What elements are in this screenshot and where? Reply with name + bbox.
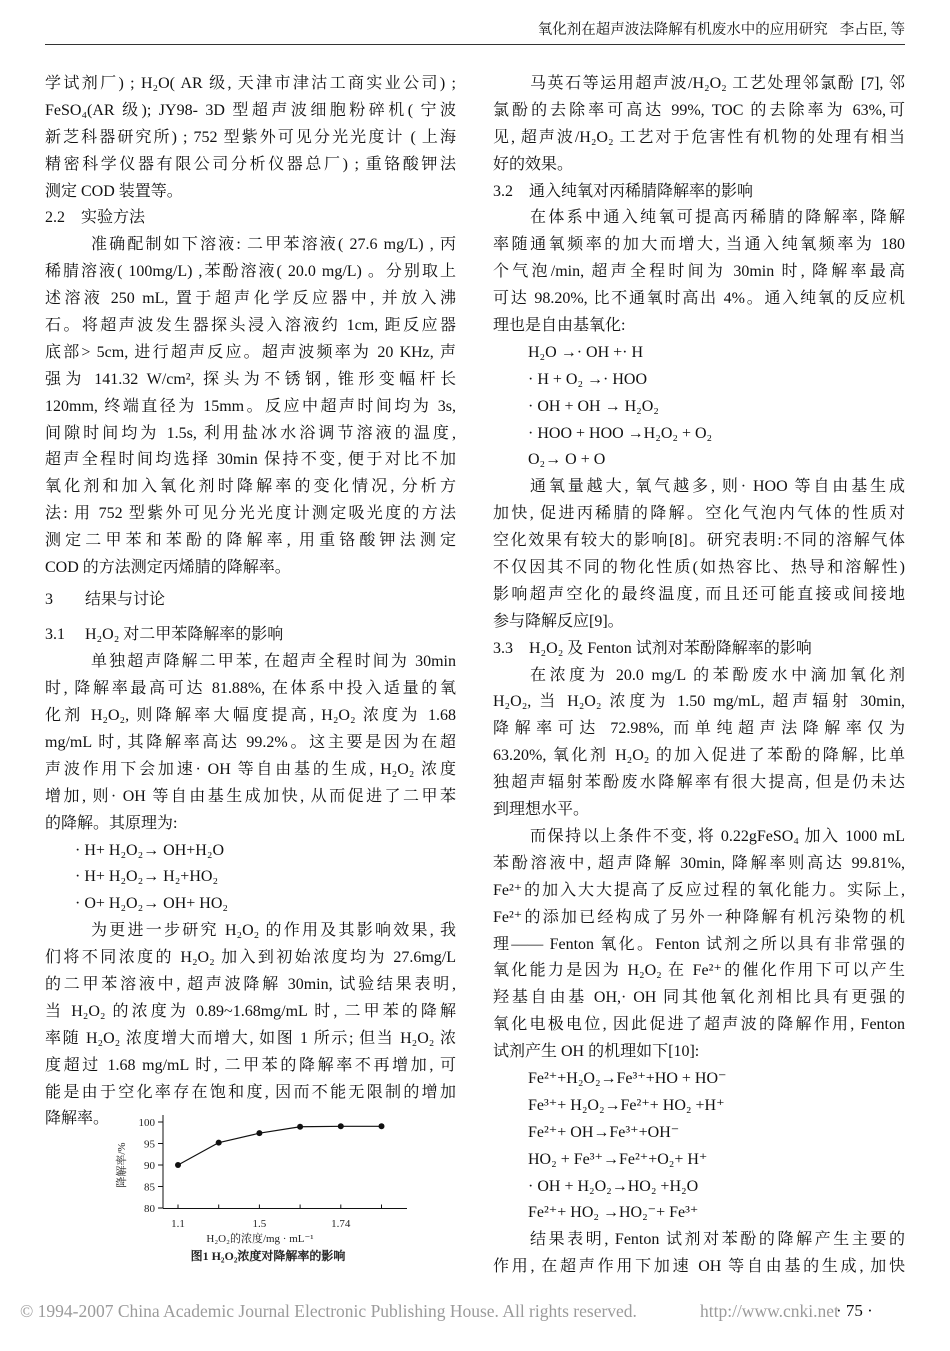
equation: · H+ H₂O₂→ OH+H₂O (75, 841, 224, 859)
paragraph (493, 663, 905, 824)
text-line: 氯酚的去除率可高达 99%, TOC 的去除率为 63%,可 (493, 101, 905, 119)
subsection-heading: 3.2 通入纯氧对丙稀腈降解率的影响 (493, 182, 754, 200)
text-line: 好的效果。 (493, 155, 574, 173)
text-line: 强为 141.32 W/cm², 探头为不锈钢, 锥形变幅杆长 (45, 370, 456, 388)
text-line: 可达 98.20%, 比不通氧时高出 4%。通入纯氧的反应机 (493, 290, 905, 308)
equation: · HOO + HOO →H₂O₂ + O₂ (528, 424, 713, 442)
x-tick-label: 1.74 (331, 1218, 351, 1230)
text-line: 通氧量越大, 氧气越多, 则· HOO 等自由基生成 (530, 478, 905, 496)
paragraph (493, 474, 905, 635)
equation: Fe³⁺+ H₂O₂→Fe²⁺+ HO₂ +H⁺ (528, 1096, 725, 1114)
figure-1-chart (95, 1108, 425, 1273)
text-line: 精密科学仪器有限公司分析仪器总厂) ; 重铬酸钾法 (45, 155, 456, 173)
equation: H₂O →· OH +· H (528, 343, 644, 361)
data-point (175, 1162, 181, 1168)
text-line: 独超声辐射苯酚废水降解率有很大提高, 但是仍未达 (493, 774, 905, 792)
text-line: 超声全程时间均选择 30min 保持不变, 便于对比不加 (45, 451, 456, 469)
footer-url: http://www.cnki.net (700, 1301, 839, 1321)
left-column (45, 71, 456, 1133)
text-line: COD 的方法测定丙烯腈的降解率。 (45, 559, 291, 577)
text-line: 降解率可达 72.98%, 而单纯超声法降解率仅为 (493, 720, 905, 738)
text-line: Fe²⁺的添加已经构成了另外一种降解有机污染物的机 (493, 908, 905, 926)
figure-caption: 图1 H₂O₂浓度对降解率的影响 (190, 1249, 346, 1263)
page-number: · 75 · (836, 1301, 873, 1320)
text-line: 个气泡/min, 超声全程时间为 30min 时, 降解率最高 (493, 263, 905, 281)
text-line: 不仅因其不同的物化性质(如热容比、热导和溶解性) (493, 559, 905, 577)
equation: · O+ H₂O₂→ OH+ HO₂ (75, 895, 228, 913)
y-axis-label: 降解率/% (116, 1142, 128, 1188)
running-title: 氧化剂在超声波法降解有机废水中的应用研究 (537, 22, 828, 38)
y-tick-label: 90 (144, 1160, 155, 1172)
text-line: 声波作用下会加速· OH 等自由基的生成, H₂O₂ 浓度 (45, 760, 456, 778)
x-tick-label: 1.1 (171, 1218, 185, 1230)
subsection-heading: 2.2 实验方法 (45, 209, 146, 227)
subsection-heading: 3.1 H₂O₂ 对二甲苯降解率的影响 (45, 626, 284, 644)
text-line: 时, 降解率最高可达 81.88%, 在体系中投入适量的氧 (45, 680, 456, 698)
header-rule (45, 44, 905, 45)
text-line: FeSO₄(AR 级); JY98- 3D 型超声波细胞粉碎机( 宁波 (45, 101, 456, 119)
equation-group (493, 1066, 905, 1227)
text-line: 作用, 在超声作用下加速 OH 等自由基的生成, 加快 (493, 1258, 905, 1276)
paragraph (493, 71, 905, 179)
text-line: 测定 COD 装置等。 (45, 182, 183, 200)
text-line: 马英石等运用超声波/H₂O₂ 工艺处理邻氯酚 [7], 邻 (530, 75, 905, 92)
equation: HO₂ + Fe³⁺→Fe²⁺+O₂+ H⁺ (528, 1150, 708, 1168)
equation: · OH + OH → H₂O₂ (528, 397, 659, 415)
equation-group (45, 838, 456, 919)
paragraph (493, 824, 905, 1066)
paragraph (45, 232, 456, 582)
text-line: 新芝科器研究所) ; 752 型紫外可见分光光度计 ( 上海 (45, 128, 456, 146)
text-line: 的降解。其原理为: (45, 814, 178, 832)
text-line: 学试剂厂) ; H₂O( AR 级, 天津市津沽工商实业公司) ; (45, 75, 456, 92)
text-line: 结果表明, Fenton 试剂对苯酚的降解产生主要的 (530, 1231, 905, 1249)
text-line: 在浓度为 20.0 mg/L 的苯酚废水中滴加氧化剂 (530, 666, 905, 684)
text-line: 们将不同浓度的 H₂O₂ 加入到初始浓度均为 27.6mg/L (45, 949, 456, 967)
text-line: 率随通氧频率的加大而增大, 当通入纯氧频率为 180 (493, 236, 905, 254)
text-line: 间隙时间均为 1.5s, 利用盐冰水浴调节溶液的温度, (45, 424, 456, 442)
equation: Fe²⁺+ OH→Fe³⁺+OH⁻ (528, 1123, 680, 1141)
text-line: 见, 超声波/H₂O₂ 工艺对于危害性有机物的处理有相当 (493, 128, 905, 146)
text-line: 准确配制如下溶液: 二甲苯溶液( 27.6 mg/L) , 丙 (91, 236, 456, 254)
text-line: 当 H₂O₂ 的浓度为 0.89~1.68mg/mL 时, 二甲苯的降解 (45, 1002, 456, 1020)
data-point (338, 1123, 344, 1129)
text-line: H₂O₂, 当 H₂O₂ 浓度为 1.50 mg/mL, 超声辐射 30min, (493, 693, 905, 711)
paragraph (493, 1227, 905, 1281)
paragraph (493, 205, 905, 339)
text-line: 影响超声空化的最终温度, 而且还可能直接或间接地 (493, 585, 905, 603)
text-line: 到理想水平。 (493, 801, 590, 819)
text-line: 而保持以上条件不变, 将 0.22gFeSO₄ 加入 1000 mL (530, 827, 905, 845)
paragraph (45, 918, 456, 1133)
y-tick-label: 80 (144, 1203, 155, 1215)
y-tick-label: 95 (144, 1138, 155, 1151)
text-line: 羟基自由基 OH,· OH 同其他氧化剂相比具有更强的 (493, 989, 905, 1007)
footer-copyright: © 1994-2007 China Academic Journal Electronic Publishing House. All rights reserved. (20, 1301, 637, 1321)
equation: Fe²⁺+H₂O₂→Fe³⁺+HO + HO⁻ (528, 1069, 727, 1087)
text-line: 法: 用 752 型紫外可见分光光度计测定吸光度的方法 (45, 505, 456, 523)
paragraph (45, 71, 456, 205)
data-line (178, 1126, 382, 1165)
text-line: 加快, 促进丙稀腈的降解。空化气泡内气体的性质对 (493, 505, 905, 523)
data-point (379, 1123, 385, 1129)
text-line: 化剂 H₂O₂, 则降解率大幅度提高, H₂O₂ 浓度为 1.68 (45, 707, 456, 725)
text-line: 率随 H₂O₂ 浓度增大而增大, 如图 1 所示; 但当 H₂O₂ 浓 (45, 1029, 456, 1047)
text-line: 增加, 则· OH 等自由基生成加快, 从而促进了二甲苯 (45, 787, 456, 805)
text-line: 试剂产生 OH 的机理如下[10]: (493, 1043, 700, 1061)
data-point (256, 1130, 262, 1136)
text-line: mg/mL 时, 其降解率高达 99.2%。这主要是因为在超 (45, 733, 456, 751)
data-point (297, 1124, 303, 1130)
running-head (538, 20, 905, 40)
text-line: 苯酚溶液中, 超声降解 30min, 降解率则高达 99.81%, (493, 854, 905, 872)
text-line: 理也是自由基氧化: (493, 317, 626, 335)
text-line: 石。将超声波发生器探头浸入溶液约 1cm, 距反应器 (45, 317, 456, 335)
y-tick-label: 85 (144, 1181, 155, 1194)
text-line: 理—— Fenton 氧化。Fenton 试剂之所以具有非常强的 (493, 935, 905, 953)
subsection-heading: 3.3 H₂O₂ 及 Fenton 试剂对苯酚降解率的影响 (493, 639, 812, 657)
text-line: 的二甲苯溶液中, 超声波降解 30min, 试验结果表明, (45, 975, 456, 993)
text-line: 测定二甲苯和苯酚的降解率, 用重铬酸钾法测定 (45, 532, 456, 550)
text-line: 63.20%, 氧化剂 H₂O₂ 的加入促进了苯酚的降解, 比单 (493, 747, 905, 765)
text-line: 单独超声降解二甲苯, 在超声全程时间为 30min (91, 653, 456, 671)
text-line: 氧化剂和加入氧化剂时降解率的变化情况, 分析方 (45, 478, 456, 496)
text-line: Fe²⁺的加入大大提高了反应过程的氧化能力。实际上, (493, 881, 905, 899)
text-line: 降解率。 (45, 1110, 110, 1128)
data-point (216, 1140, 222, 1146)
text-line: 为更进一步研究 H₂O₂ 的作用及其影响效果, 我 (91, 922, 456, 940)
equation: · OH + H₂O₂→HO₂ +H₂O (528, 1177, 699, 1195)
text-line: 稀腈溶液( 100mg/L) ,苯酚溶液( 20.0 mg/L) 。分别取上 (45, 263, 456, 281)
equation: O₂→ O + O (528, 451, 606, 469)
paragraph (45, 649, 456, 837)
equation: · H+ H₂O₂→ H₂+HO₂ (75, 868, 219, 886)
text-line: 度超过 1.68 mg/mL 时, 二甲苯的降解率不再增加, 可 (45, 1056, 456, 1074)
text-line: 氧化能力是因为 H₂O₂ 在 Fe²⁺的催化作用下可以产生 (493, 962, 905, 980)
equation: Fe²⁺+ HO₂ →HO₂⁻+ Fe³⁺ (528, 1204, 699, 1222)
text-line: 氧化电极电位, 因此促进了超声波的降解作用, Fenton (493, 1016, 905, 1034)
text-line: 能是由于空化率存在饱和度, 因而不能无限制的增加 (45, 1083, 456, 1101)
text-line: 在体系中通入纯氧可提高丙稀腈的降解率, 降解 (530, 209, 905, 227)
equation: · H + O₂ →· HOO (528, 370, 648, 388)
text-line: 参与降解反应[9]。 (493, 612, 624, 630)
equation-group (493, 340, 905, 474)
text-line: 120mm, 终端直径为 15mm。反应中超声时间均为 3s, (45, 397, 456, 415)
section-heading: 3 结果与讨论 (45, 591, 166, 609)
x-axis-label: H₂O₂的浓度/mg · mL⁻¹ (206, 1233, 314, 1245)
x-tick-label: 1.5 (252, 1218, 267, 1230)
text-line: 空化效果有较大的影响[8]。研究表明:不同的溶解气体 (493, 532, 905, 550)
y-tick-label: 100 (138, 1117, 155, 1129)
text-line: 述溶液 250 mL, 置于超声化学反应器中, 并放入沸 (45, 290, 456, 308)
right-column (493, 71, 905, 1281)
running-authors: 李占臣, 等 (839, 22, 905, 38)
text-line: 底部> 5cm, 进行超声反应。超声波频率为 20 KHz, 声 (45, 343, 456, 361)
